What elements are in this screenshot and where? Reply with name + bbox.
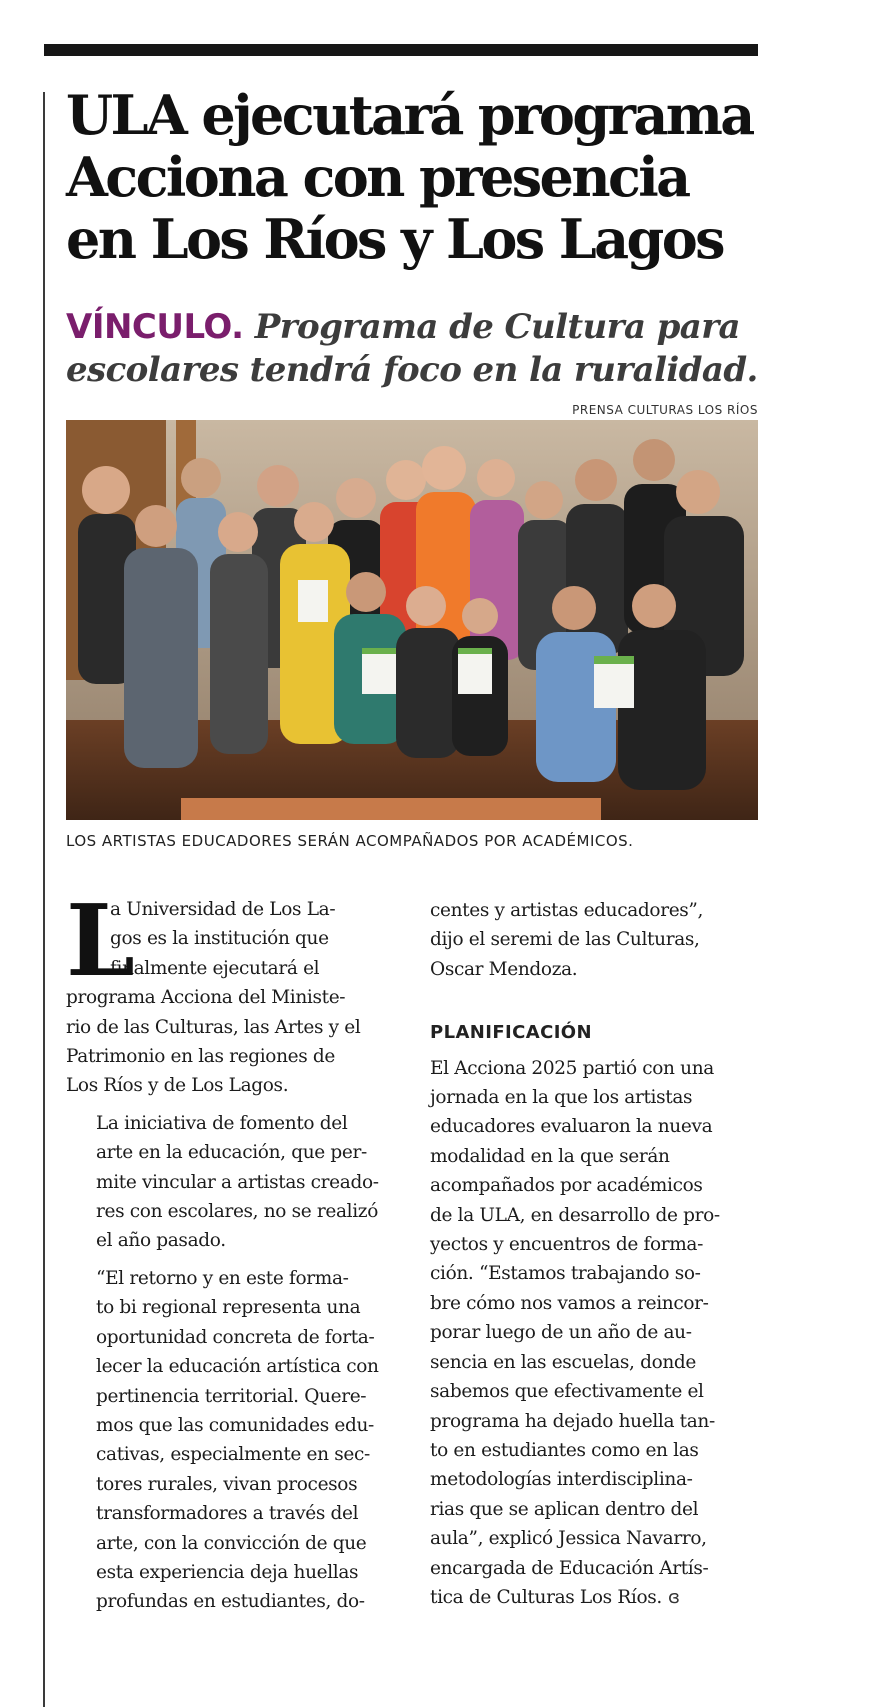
- body-line: profundas en estudiantes, do-: [96, 1591, 365, 1613]
- body-line: de la ULA, en desarrollo de pro-: [430, 1204, 720, 1226]
- headline-line: ULA ejecutará programa: [66, 83, 753, 147]
- body-line: cativas, especialmente en sec-: [96, 1444, 370, 1466]
- body-line: bre cómo nos vamos a reincor-: [430, 1292, 709, 1314]
- body-line: arte en la educación, que per-: [96, 1142, 367, 1164]
- body-line: El Acciona 2025 partió con una: [430, 1057, 714, 1079]
- body-line: a Universidad de Los La-: [110, 899, 336, 920]
- body-line: mos que las comunidades edu-: [96, 1414, 374, 1436]
- body-line: “El retorno y en este forma-: [96, 1267, 349, 1289]
- top-rule: [44, 44, 758, 56]
- body-line: esta experiencia deja huellas: [96, 1561, 359, 1583]
- body-line: rias que se aplican dentro del: [430, 1498, 699, 1520]
- body-line: transformadores a través del: [96, 1503, 359, 1525]
- body-line: el año pasado.: [96, 1230, 226, 1252]
- body-line: yectos y encuentros de forma-: [430, 1234, 704, 1256]
- body-line: arte, con la convicción de que: [96, 1532, 367, 1554]
- body-line: acompañados por académicos: [430, 1175, 703, 1197]
- body-paragraph: [430, 1054, 760, 1613]
- body-line: finalmente ejecutará el: [110, 957, 320, 979]
- photo-credit: PRENSA CULTURAS LOS RÍOS: [572, 403, 758, 417]
- left-column-rule: [43, 92, 45, 1707]
- body-line: rio de las Culturas, las Artes y el: [66, 1016, 361, 1038]
- section-subhead: PLANIFICACIÓN: [430, 1022, 592, 1044]
- body-line: educadores evaluaron la nueva: [430, 1116, 713, 1138]
- body-line: mite vincular a artistas creado-: [96, 1171, 379, 1193]
- body-line: res con escolares, no se realizó: [96, 1201, 378, 1223]
- headline: [66, 84, 766, 270]
- deck-line: [66, 306, 766, 349]
- group-photo-illustration: [66, 420, 758, 820]
- body-line: jornada en la que los artistas: [430, 1087, 693, 1109]
- body-line: centes y artistas educadores”,: [430, 900, 704, 921]
- body-paragraph: [430, 896, 760, 984]
- headline-line: en Los Ríos y Los Lagos: [66, 207, 723, 271]
- end-mark-icon: ɞ: [667, 1586, 680, 1608]
- body-line: pertinencia territorial. Quere-: [96, 1385, 367, 1407]
- body-line: sabemos que efectivamente el: [430, 1381, 704, 1403]
- body-column-left: [66, 884, 396, 1617]
- body-line: porar luego de un año de au-: [430, 1322, 692, 1344]
- group-photo: [66, 420, 758, 820]
- body-line: metodologías interdisciplina-: [430, 1469, 693, 1491]
- body-paragraph: [66, 1264, 396, 1617]
- body-line: to bi regional representa una: [96, 1297, 361, 1319]
- body-column-right: [430, 896, 760, 1612]
- body-line: to en estudiantes como en las: [430, 1439, 699, 1461]
- first-paragraph: [66, 884, 396, 1101]
- body-line: Los Ríos y de Los Lagos.: [66, 1075, 289, 1097]
- body-line-last: [430, 1583, 760, 1612]
- body-line: lecer la educación artística con: [96, 1356, 379, 1378]
- body-paragraph: [66, 1109, 396, 1256]
- body-line: encargada de Educación Artís-: [430, 1557, 709, 1579]
- body-line-text: tica de Culturas Los Ríos.: [430, 1586, 662, 1608]
- body-line: aula”, explicó Jessica Navarro,: [430, 1528, 707, 1550]
- body-line: ción. “Estamos trabajando so-: [430, 1263, 701, 1285]
- photo-caption: LOS ARTISTAS EDUCADORES SERÁN ACOMPAÑADOS POR ACADÉMICOS.: [66, 832, 634, 850]
- body-line: Patrimonio en las regiones de: [66, 1046, 336, 1068]
- body-line: tores rurales, vivan procesos: [96, 1473, 358, 1495]
- headline-line: Acciona con presencia: [66, 145, 689, 209]
- body-line: programa ha dejado huella tan-: [430, 1410, 715, 1432]
- body-line: dijo el seremi de las Culturas,: [430, 929, 700, 951]
- body-line: Oscar Mendoza.: [430, 958, 578, 980]
- body-line: programa Acciona del Ministe-: [66, 987, 346, 1009]
- kicker: VÍNCULO.: [66, 307, 244, 347]
- deck-text-1: Programa de Cultura para: [254, 307, 740, 347]
- deck-text-2: escolares tendrá foco en la ruralidad.: [66, 350, 758, 390]
- body-line: sencia en las escuelas, donde: [430, 1351, 697, 1373]
- body-line: modalidad en la que serán: [430, 1145, 670, 1167]
- body-line: oportunidad concreta de forta-: [96, 1326, 375, 1348]
- body-line: La iniciativa de fomento del: [96, 1112, 348, 1134]
- body-line: gos es la institución que: [110, 928, 329, 950]
- deck: [66, 306, 766, 392]
- drop-cap: L: [66, 884, 135, 999]
